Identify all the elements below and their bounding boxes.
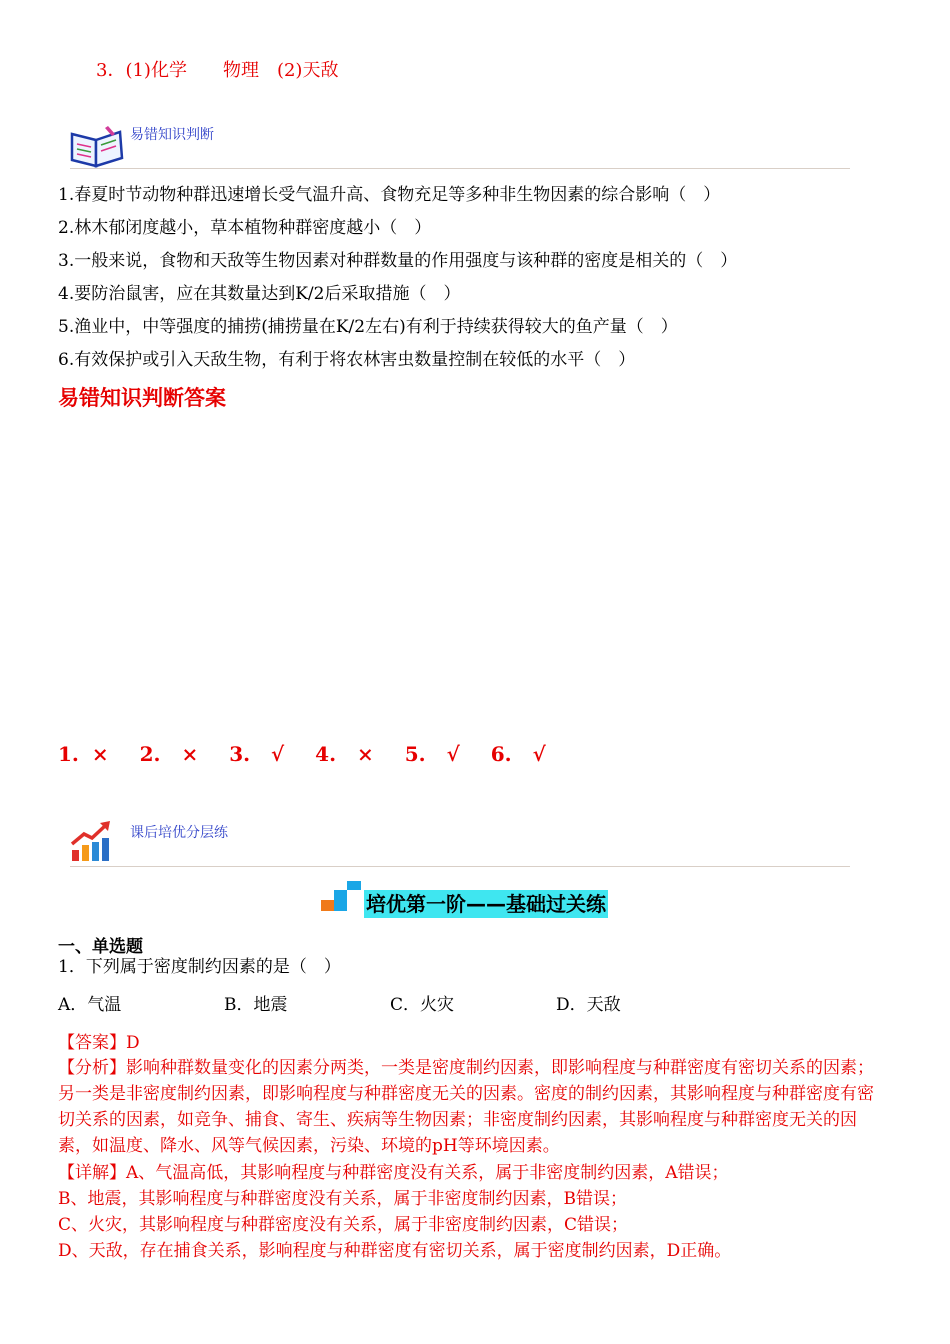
book-icon <box>68 124 126 168</box>
judgment-item: 5.渔业中，中等强度的捕捞(捕捞量在K/2左右)有利于持续获得较大的鱼产量（ ） <box>58 317 678 337</box>
judgment-item: 3.一般来说，食物和天敌等生物因素对种群数量的作用强度与该种群的密度是相关的（ ） <box>58 251 738 271</box>
answer-number: 2. <box>139 742 161 766</box>
answer-number: 4. <box>315 742 337 766</box>
level-banner: 培优第一阶——基础过关练 <box>366 892 606 916</box>
answer-mark: √ <box>271 742 285 766</box>
top-answer: 3．(1)化学 物理 (2)天敌 <box>96 60 339 81</box>
divider <box>70 168 850 169</box>
stairs-icon <box>320 880 364 912</box>
growth-chart-icon <box>70 820 114 862</box>
answer-number: 1. <box>58 742 79 766</box>
answer-mark: × <box>357 742 374 766</box>
option-a: A．气温 <box>58 995 122 1015</box>
detail-line: 【详解】A、气温高低，其影响程度与种群密度没有关系，属于非密度制约因素，A错误； <box>58 1163 729 1183</box>
section-title-practice: 课后培优分层练 <box>130 826 228 841</box>
option-d: D．天敌 <box>556 995 621 1015</box>
analysis-text: 【分析】影响种群数量变化的因素分两类，一类是密度制约因素，即影响程度与种群密度有密切关系的因素；另一类是非密度制约因素，即影响程度与种群密度无关的因素。密度的制约因素，其影响程度与种群密度有密切关系的因素，如竞争、捕食、寄生、疾病等生物因素；非密度制约因素，其影响程度与种群密度无关的因素，如温度、降水、风等气候因素，污染、环境的pH等环境因素。 <box>58 1058 874 1156</box>
judgment-item: 2.林木郁闭度越小，草本植物种群密度越小（ ） <box>58 218 432 238</box>
answer-mark: √ <box>532 742 546 766</box>
answer-row <box>58 742 546 766</box>
detail-line: D、天敌，存在捕食关系，影响程度与种群密度有密切关系，属于密度制约因素，D正确。 <box>58 1241 732 1261</box>
judgment-item: 6.有效保护或引入天敌生物，有利于将农林害虫数量控制在较低的水平（ ） <box>58 350 636 370</box>
answer-number: 5. <box>404 742 426 766</box>
answer-title: 易错知识判断答案 <box>58 386 226 410</box>
option-c: C．火灾 <box>390 995 455 1015</box>
answer-mark: √ <box>446 742 460 766</box>
divider <box>70 866 850 867</box>
judgment-item: 4.要防治鼠害，应在其数量达到K/2后采取措施（ ） <box>58 284 461 304</box>
detail-line: C、火灾，其影响程度与种群密度没有关系，属于非密度制约因素，C错误； <box>58 1215 629 1235</box>
option-b: B．地震 <box>224 995 288 1015</box>
answer-number: 3. <box>229 742 251 766</box>
answer-mark: × <box>181 742 199 766</box>
answer-mark: × <box>91 742 109 766</box>
answer-label: 【答案】D <box>58 1033 140 1053</box>
answer-number: 6. <box>490 742 512 766</box>
question-stem: 1．下列属于密度制约因素的是（ ） <box>58 957 341 977</box>
detail-line: B、地震，其影响程度与种群密度没有关系，属于非密度制约因素，B错误； <box>58 1189 627 1209</box>
section-title-easy-errors: 易错知识判断 <box>130 128 214 143</box>
question-type-heading: 一、单选题 <box>58 937 143 957</box>
judgment-item: 1.春夏时节动物种群迅速增长受气温升高、食物充足等多种非生物因素的综合影响（ ） <box>58 185 721 205</box>
